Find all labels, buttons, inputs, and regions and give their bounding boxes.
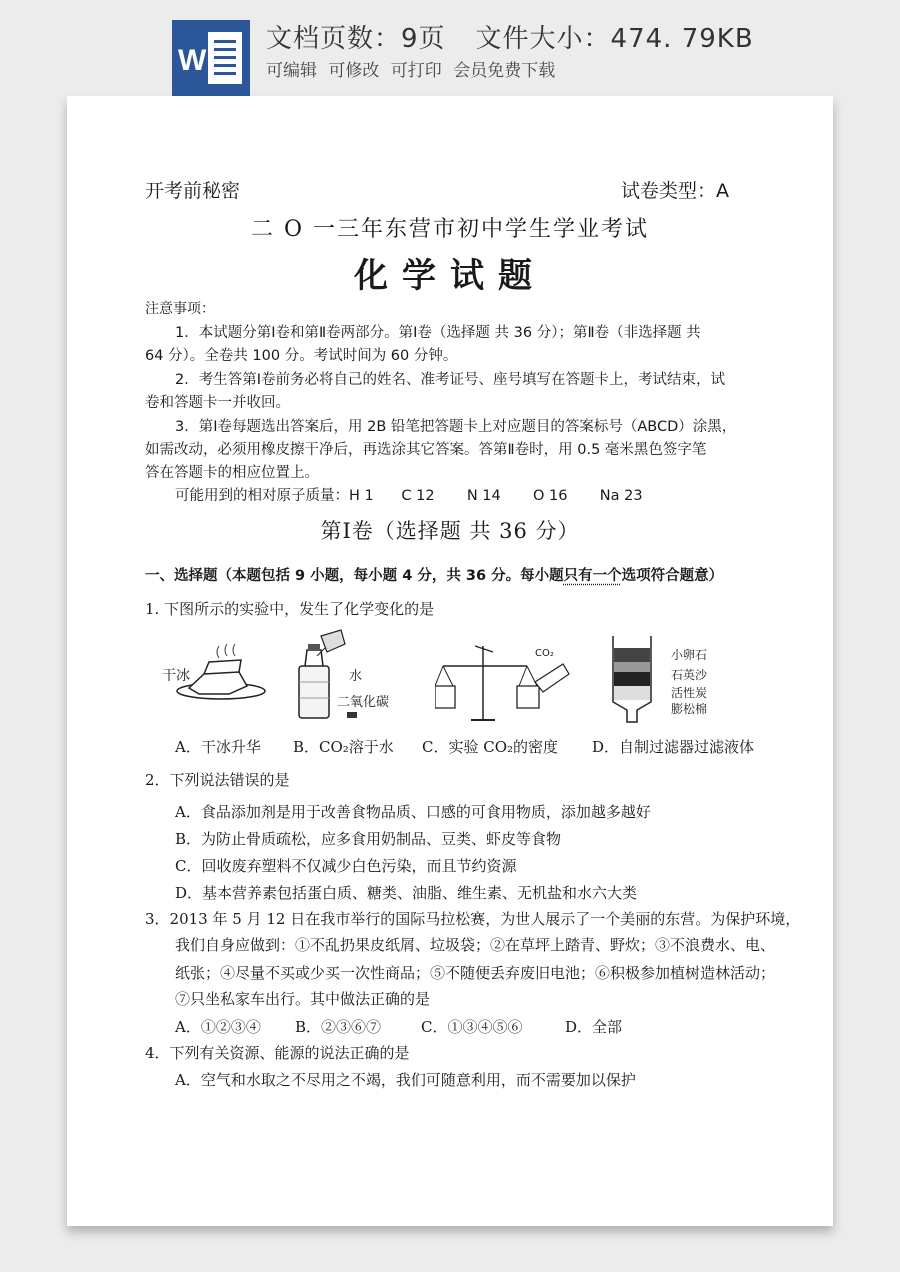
question-4: 4．下列有关资源、能源的说法正确的是 bbox=[145, 1044, 410, 1062]
q2-option: B．为防止骨质疏松，应多食用奶制品、豆类、虾皮等食物 bbox=[175, 830, 562, 848]
word-document-icon bbox=[172, 20, 250, 96]
document-stats bbox=[266, 18, 754, 55]
q3-option: C．①③④⑤⑥ bbox=[421, 1018, 523, 1036]
q3-option: A．①②③④ bbox=[175, 1018, 261, 1036]
question-3-line: 我们自身应做到：①不乱扔果皮纸屑、垃圾袋；②在草坪上踏青、野炊；③不浪费水、电、 bbox=[175, 936, 776, 954]
notice-line: 答在答题卡的相应位置上。 bbox=[145, 465, 319, 481]
page-count: 文档页数：9页 bbox=[266, 24, 446, 54]
part-instructions: 一、选择题（本题包括 9 小题，每小题 4 分，共 36 分。每小题只有一个选项符合题意） bbox=[145, 568, 724, 584]
q4-option: A．空气和水取之不尽用之不竭，我们可随意利用，而不需要加以保护 bbox=[175, 1071, 636, 1089]
question-3-line: ⑦只坐私家车出行。其中做法正确的是 bbox=[175, 990, 431, 1008]
paper-type-label: 试卷类型：A bbox=[621, 180, 729, 202]
atomic-masses: 可能用到的相对原子质量：H 1 C 12 N 14 O 16 Na 23 bbox=[175, 488, 643, 504]
q2-option: C．回收废弃塑料不仅减少白色污染，而且节约资源 bbox=[175, 857, 517, 875]
notice-line: 2．考生答第Ⅰ卷前务必将自己的姓名、准考证号、座号填写在答题卡上，考试结束，试 bbox=[175, 372, 725, 388]
cotton-label: 膨松棉 bbox=[671, 702, 708, 716]
q2-option: A．食品添加剂是用于改善食物品质、口感的可食用物质，添加越多越好 bbox=[175, 803, 651, 821]
notice-line: 卷和答题卡一并收回。 bbox=[145, 395, 290, 411]
q1-option-d: D．自制过滤器过滤液体 bbox=[592, 738, 755, 756]
co2-small-label: CO₂ bbox=[535, 648, 554, 659]
header-subtitle: 可编辑 可修改 可打印 会员免费下载 bbox=[266, 61, 556, 81]
carbon-label: 活性炭 bbox=[671, 686, 708, 700]
exam-title: 二 O 一三年东营市初中学生学业考试 bbox=[250, 217, 650, 242]
filter-figure bbox=[607, 632, 663, 724]
svg-text:W: W bbox=[178, 44, 207, 77]
q3-option: D．全部 bbox=[565, 1018, 623, 1036]
q3-option: B．②③⑥⑦ bbox=[295, 1018, 382, 1036]
dry-ice-label: 干冰 bbox=[162, 668, 190, 684]
notice-line: 如需改动，必须用橡皮擦干净后，再选涂其它答案。答第Ⅱ卷时，用 0.5 毫米黑色签字笔 bbox=[145, 442, 707, 458]
co2-label: 二氧化碳 bbox=[337, 695, 390, 710]
exam-paper-page bbox=[67, 96, 833, 1226]
notice-line: 64 分）。全卷共 100 分。考试时间为 60 分钟。 bbox=[145, 348, 458, 364]
q1-option-b: B．CO₂溶于水 bbox=[293, 738, 394, 756]
q1-option-a: A．干冰升华 bbox=[175, 738, 261, 756]
question-1: 1. 下图所示的实验中，发生了化学变化的是 bbox=[145, 600, 435, 618]
balance-figure bbox=[435, 642, 575, 726]
pebble-label: 小卵石 bbox=[671, 648, 708, 662]
q2-option: D．基本营养素包括蛋白质、糖类、油脂、维生素、无机盐和水六大类 bbox=[175, 884, 638, 902]
main-title: 化学试题 bbox=[354, 256, 546, 296]
question-2: 2．下列说法错误的是 bbox=[145, 771, 290, 789]
question-3-line: 纸张；④尽量不买或少买一次性商品；⑤不随便丢弃废旧电池；⑥积极参加植树造林活动； bbox=[175, 964, 776, 982]
file-size: 文件大小：474. 79KB bbox=[475, 24, 754, 54]
notice-line: 3．第Ⅰ卷每题选出答案后，用 2B 铅笔把答题卡上对应题目的答案标号（ABCD）涂黑， bbox=[175, 419, 737, 435]
section-title: 第Ⅰ卷（选择题 共 36 分） bbox=[320, 519, 580, 543]
notice-line: 1．本试题分第Ⅰ卷和第Ⅱ卷两部分。第Ⅰ卷（选择题 共 36 分）；第Ⅱ卷（非选择题 共 bbox=[175, 325, 701, 341]
notice-heading: 注意事项： bbox=[145, 301, 215, 317]
water-label: 水 bbox=[349, 669, 363, 684]
document-info-header bbox=[0, 0, 900, 96]
secret-label: 开考前秘密 bbox=[145, 180, 241, 202]
q1-option-c: C．实验 CO₂的密度 bbox=[422, 738, 559, 756]
question-3-line: 3．2013 年 5 月 12 日在我市举行的国际马拉松赛，为世人展示了一个美丽的东营。为保护环境， bbox=[145, 910, 801, 928]
sand-label: 石英沙 bbox=[671, 668, 708, 682]
